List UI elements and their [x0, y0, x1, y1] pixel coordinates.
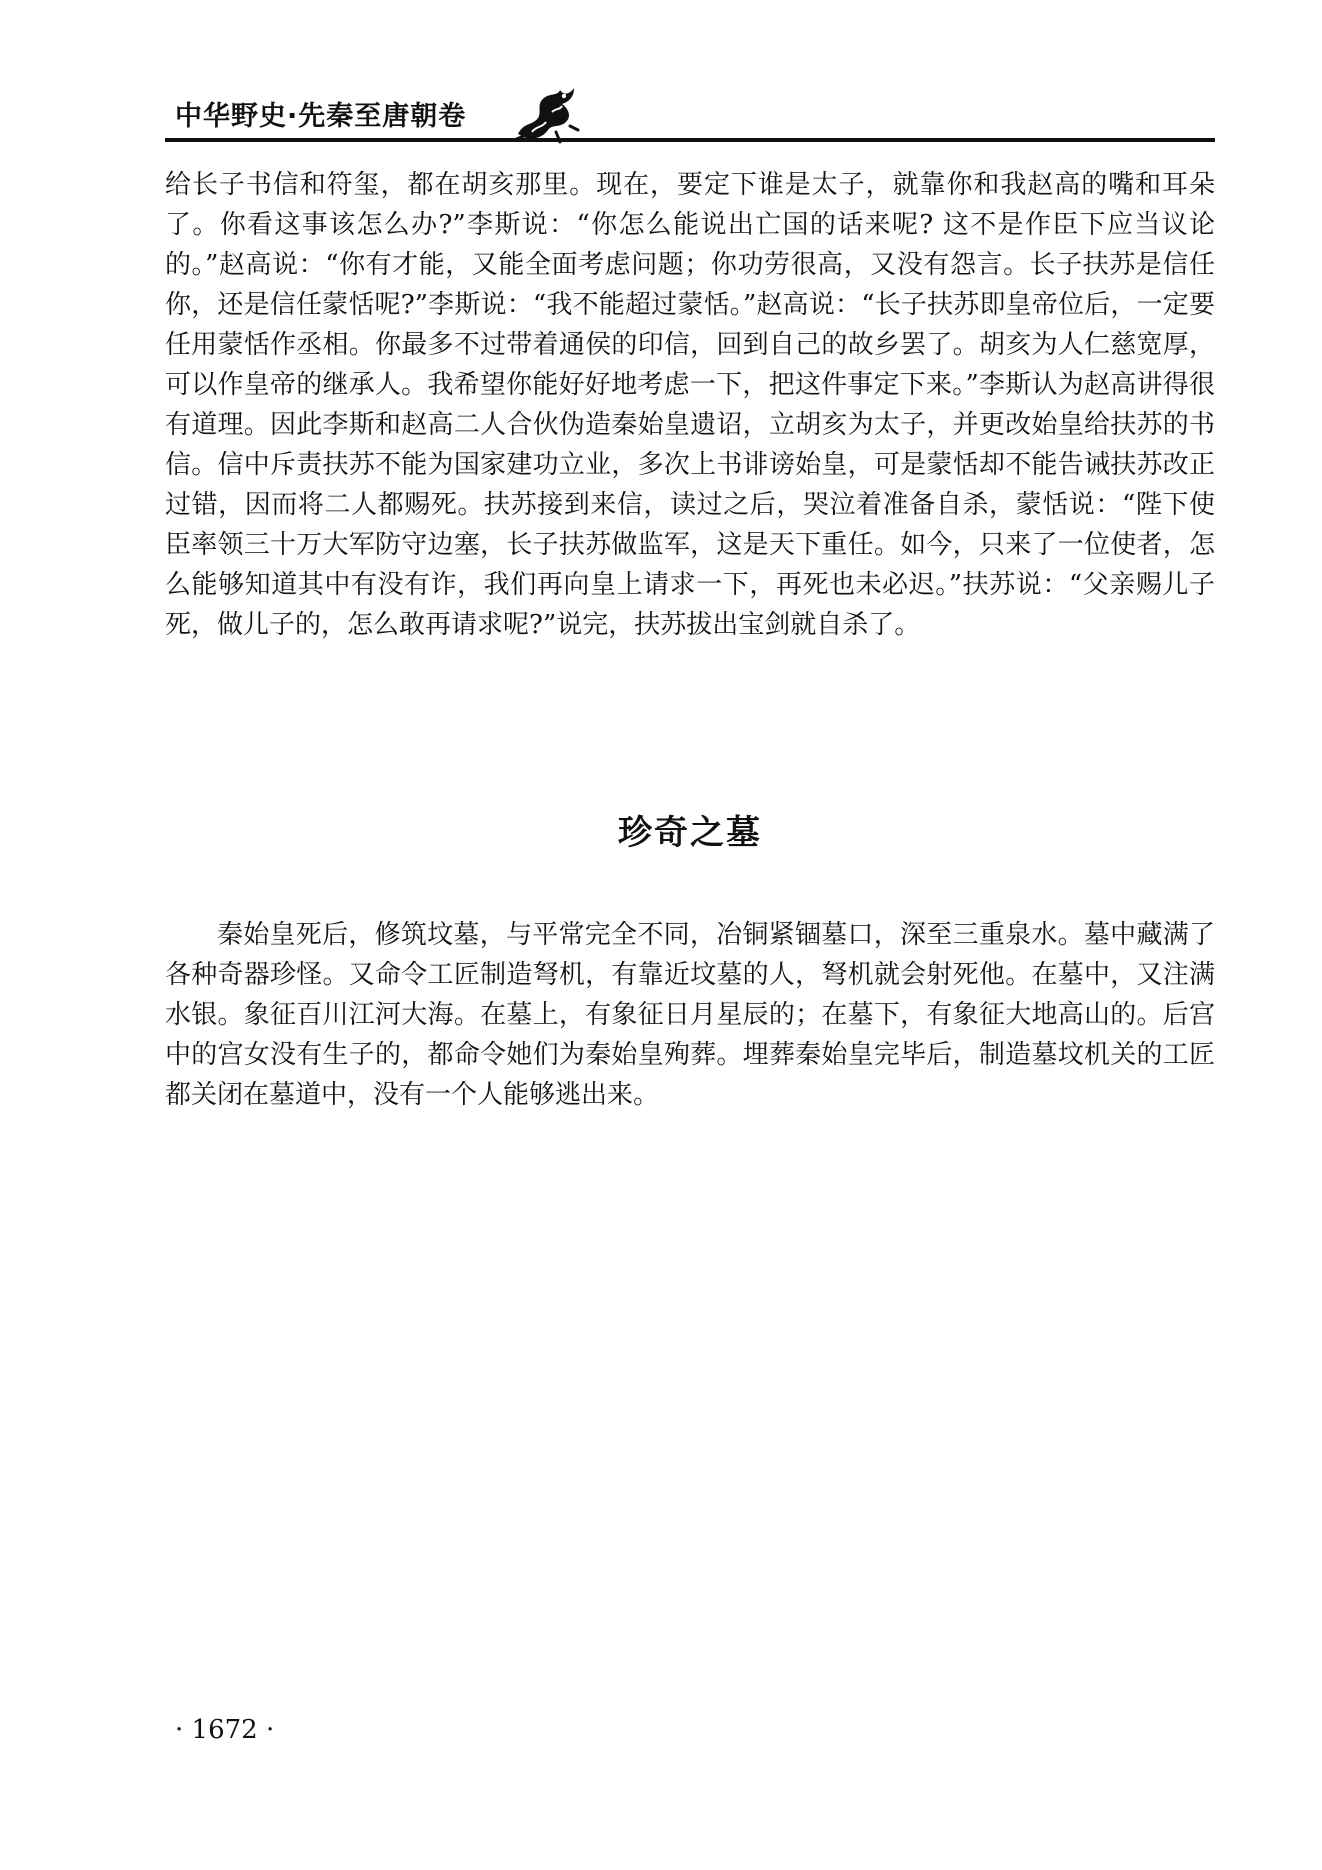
page-header: [165, 90, 1215, 150]
body-paragraph: 秦始皇死后，修筑坟墓，与平常完全不同，冶铜紧锢墓口，深至三重泉水。墓中藏满了各种奇器珍怪。又命令工匠制造弩机，有靠近坟墓的人，弩机就会射死他。在墓中，又注满水银。象征百川江河大海。在墓上，有象征日月星辰的；在墓下，有象征大地高山的。后宫中的宫女没有生子的，都命令她们为秦始皇殉葬。埋葬秦始皇完毕后，制造墓坟机关的工匠都关闭在墓道中，没有一个人能够逃出来。: [165, 920, 1215, 1110]
page-number: · 1672 ·: [175, 1715, 275, 1745]
section-title: 珍奇之墓: [618, 813, 762, 853]
body-paragraph: 给长子书信和符玺，都在胡亥那里。现在，要定下谁是太子，就靠你和我赵高的嘴和耳朵了。你看这事该怎么办?”李斯说：“你怎么能说出亡国的话来呢? 这不是作臣下应当议论的。”赵高说：“你有才能，又能全面考虑问题；你功劳很高，又没有怨言。长子扶苏是信任你，还是信任蒙恬呢?”李斯说：“我不能超过蒙恬。”赵高说：“长子扶苏即皇帝位后，一定要任用蒙恬作丞相。你最多不过带着通侯的印信，回到自己的故乡罢了。胡亥为人仁慈宽厚，可以作皇帝的继承人。我希望你能好好地考虑一下，把这件事定下来。”李斯认为赵高讲得很有道理。因此李斯和赵高二人合伙伪造秦始皇遗诏，立胡亥为太子，并更改始皇给扶苏的书信。信中斥责扶苏不能为国家建功立业，多次上书诽谤始皇，可是蒙恬却不能告诫扶苏改正过错，因而将二人都赐死。扶苏接到来信，读过之后，哭泣着准备自杀，蒙恬说：“陛下使臣率领三十万大军防守边塞，长子扶苏做监军，这是天下重任。如今，只来了一位使者，怎么能够知道其中有没有诈，我们再向皇上请求一下，再死也未必迟。”扶苏说：“父亲赐儿子死，做儿子的，怎么敢再请求呢?”说完，扶苏拔出宝剑就自杀了。: [165, 170, 1215, 640]
dragon-emblem-icon: [510, 82, 582, 146]
header-rule: [165, 138, 1215, 142]
running-header-title: 中华野史·先秦至唐朝卷: [175, 101, 467, 132]
